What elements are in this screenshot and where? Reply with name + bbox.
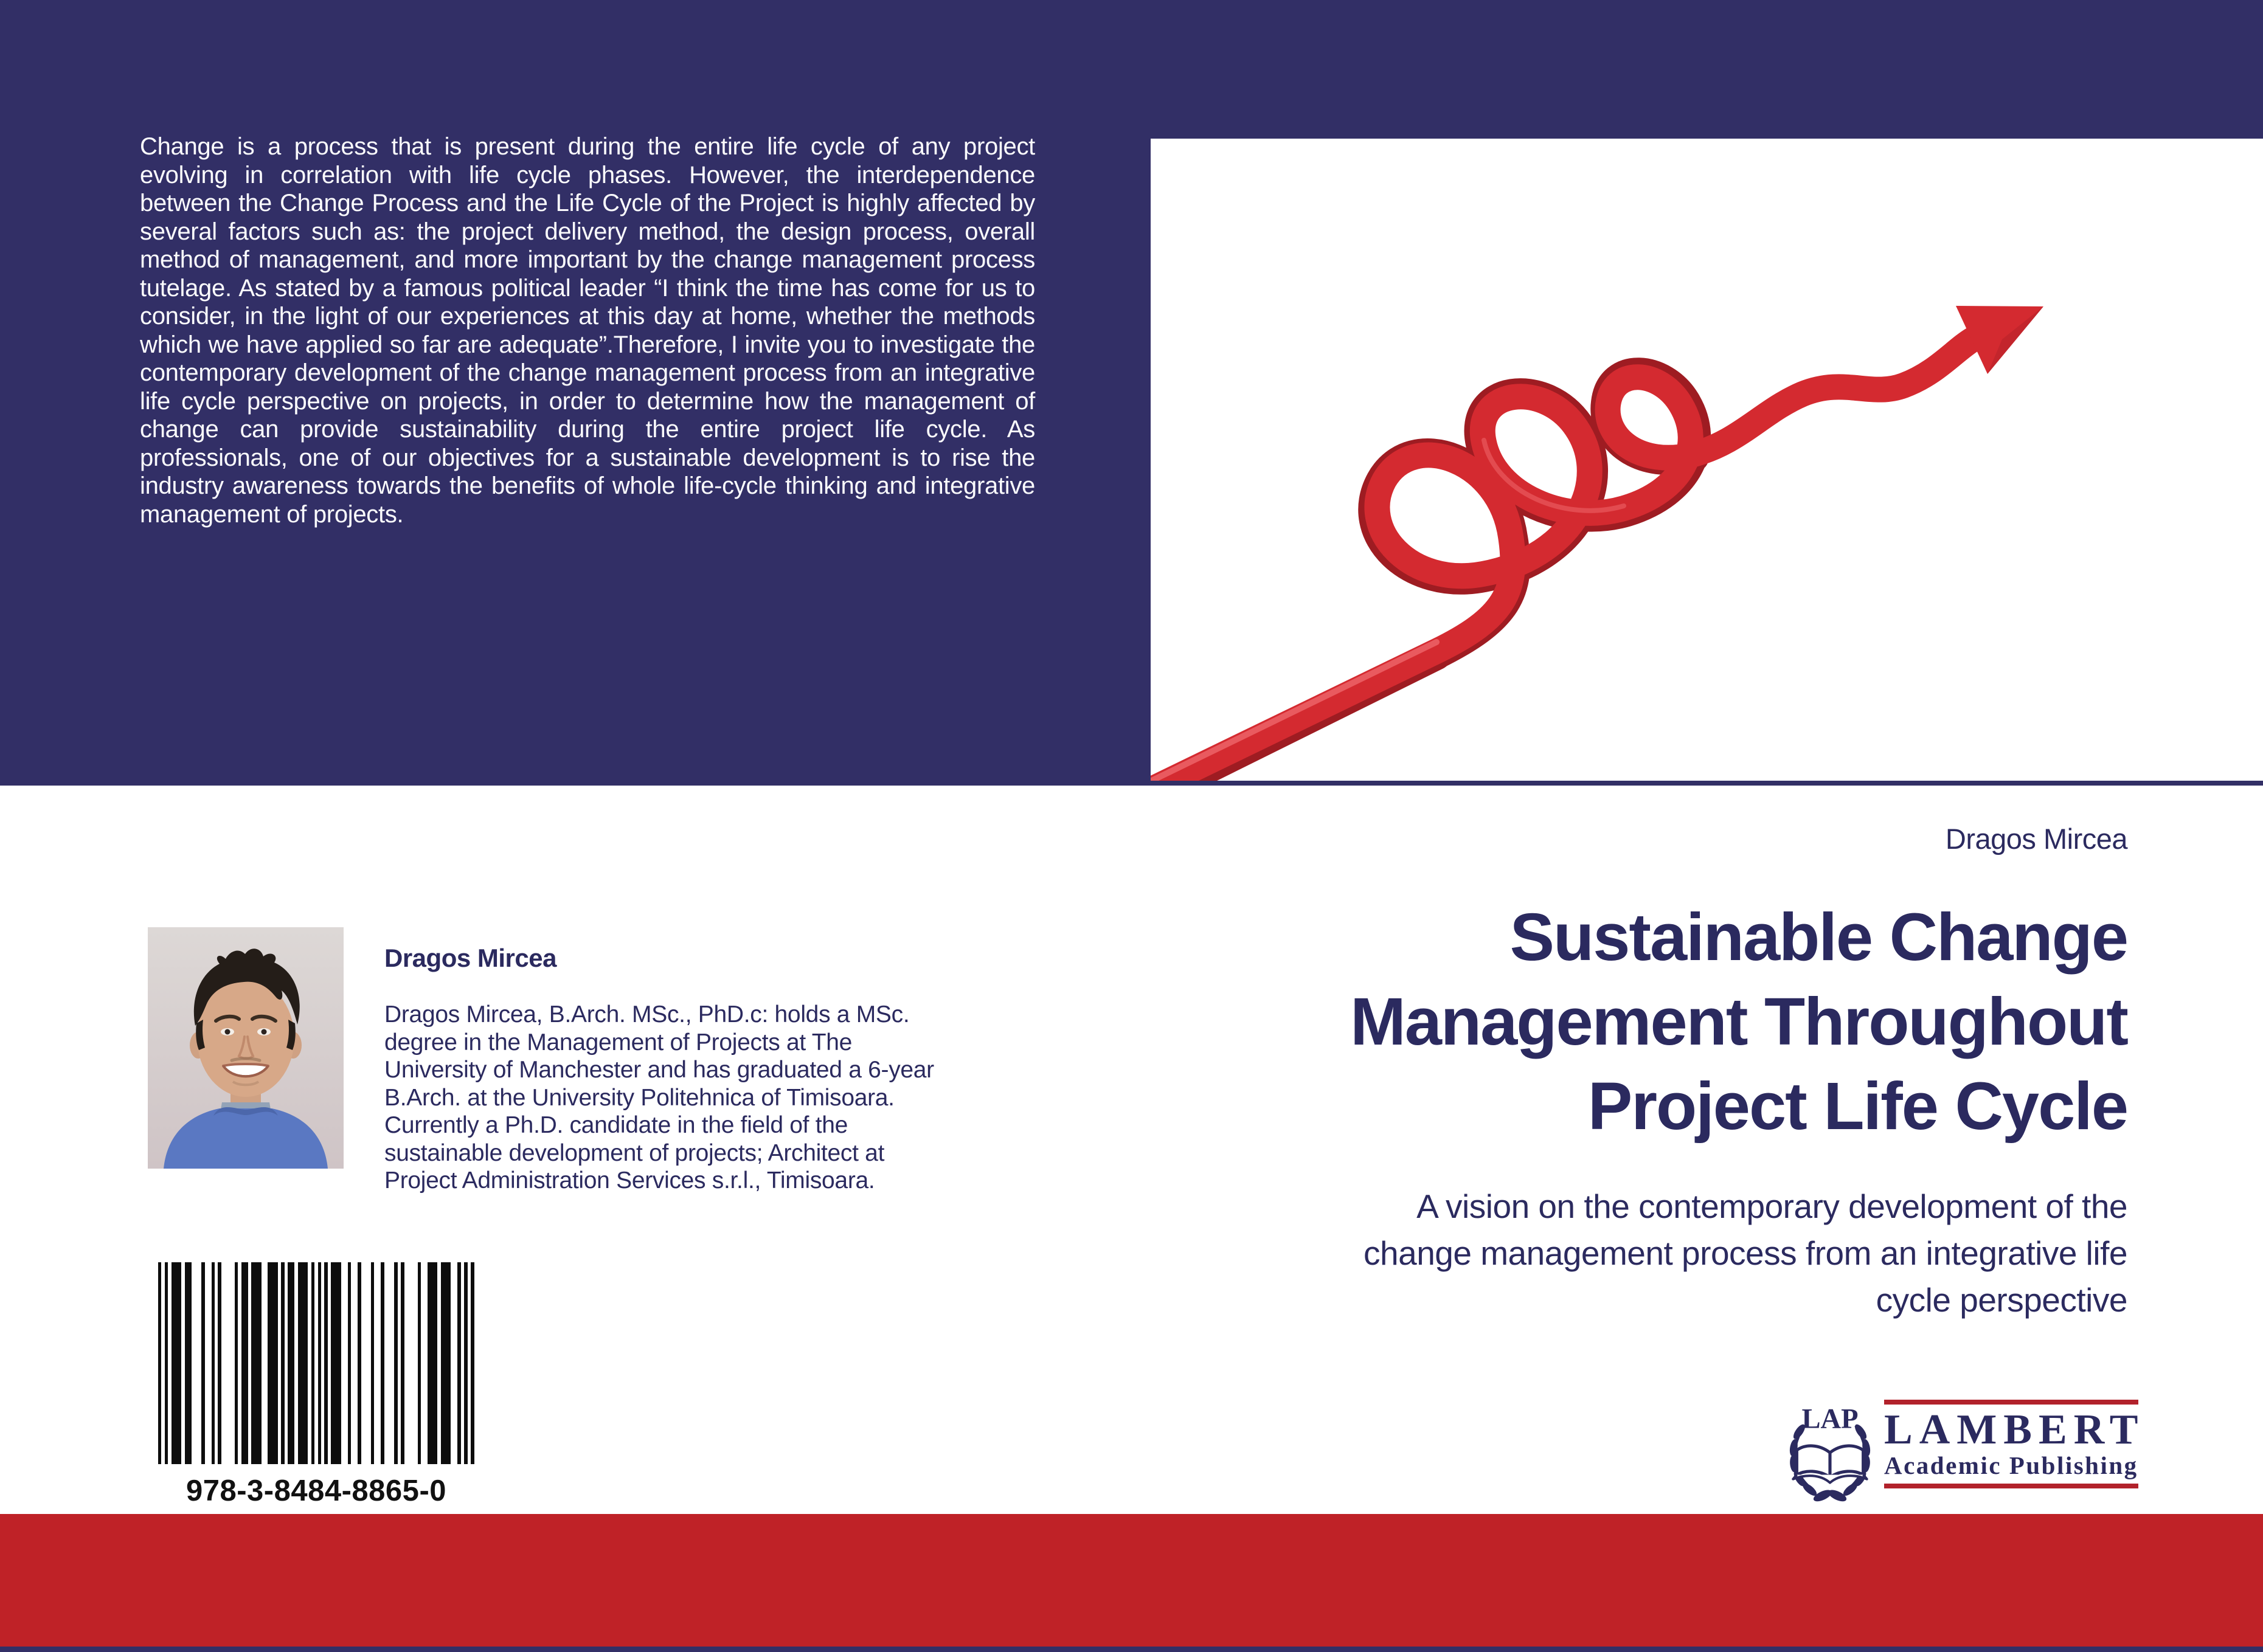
bio-line: Project Administration Services s.r.l., Timisoara. (384, 1167, 875, 1194)
front-author-name: Dragos Mircea (1945, 823, 2127, 855)
lap-laurel-book-emblem-icon (1781, 1392, 1879, 1503)
tangled-ribbon-arrow-graphic (1151, 139, 2263, 781)
title-line: Sustainable Change (1509, 900, 2127, 975)
bottom-navy-line (0, 1647, 2263, 1652)
bio-line: sustainable development of projects; Architect at (384, 1139, 885, 1166)
back-cover-blurb: Change is a process that is present during the entire life cycle of any project evolving in correlation with life cycle phases. However, the interdependence between the Change Process and the Life Cycle of the Project is highly affected by several factors such as: the project delivery method, the design process, overall method of management, and more important by the change management process tutelage. As stated by a famous political leader “I think the time has come for us to consider, in the light of our experiences at this day at home, whether the methods which we have applied so far are adequate”.Therefore, I invite you to investigate the contemporary development of the change management process from an integrative life cycle perspective on projects, in order to determine how the management of change can provide sustainability during the entire project life cycle. As professionals, one of our objectives for a sustainable development is to rise the industry awareness towards the benefits of whole life-cycle thinking and integrative management of projects. (140, 133, 1035, 528)
title-line: Project Life Cycle (1587, 1069, 2127, 1144)
lap-monogram: LAP (1801, 1403, 1859, 1435)
bio-line: Currently a Ph.D. candidate in the field of the (384, 1112, 848, 1138)
publisher-name: LAMBERT (1884, 1406, 2145, 1453)
logo-rule-top (1884, 1400, 2138, 1405)
author-portrait-illustration (148, 927, 344, 1169)
book-subtitle (972, 1183, 2127, 1324)
publisher-wordmark (1884, 1400, 2145, 1488)
author-photo (148, 927, 344, 1169)
subtitle-line: A vision on the contemporary development of the (1416, 1187, 2127, 1225)
publisher-tagline: Academic Publishing (1884, 1451, 2138, 1479)
bio-line: B.Arch. at the University Politehnica of Timisoara. (384, 1084, 895, 1111)
bio-heading: Dragos Mircea (384, 944, 556, 972)
back-cover-panel (0, 0, 2263, 786)
bottom-red-band (0, 1514, 2263, 1647)
subtitle-line: change management process from an integrative life (1364, 1234, 2127, 1272)
isbn-number: 978-3-8484-8865-0 (185, 1474, 447, 1507)
barcode-bar (471, 1262, 474, 1464)
title-line: Management Throughout (1350, 984, 2127, 1059)
bio-line: Dragos Mircea, B.Arch. MSc., PhD.c: holds a MSc. (384, 1001, 910, 1028)
book-title (972, 895, 2127, 1149)
logo-rule-bottom (1884, 1484, 2138, 1488)
author-bio (384, 1001, 1066, 1195)
isbn-barcode (158, 1262, 474, 1464)
subtitle-line: cycle perspective (1876, 1281, 2127, 1319)
cover-image-panel (1151, 139, 2263, 781)
bio-line: degree in the Management of Projects at The (384, 1029, 853, 1056)
bio-line: University of Manchester and has graduated a 6-year (384, 1057, 934, 1083)
